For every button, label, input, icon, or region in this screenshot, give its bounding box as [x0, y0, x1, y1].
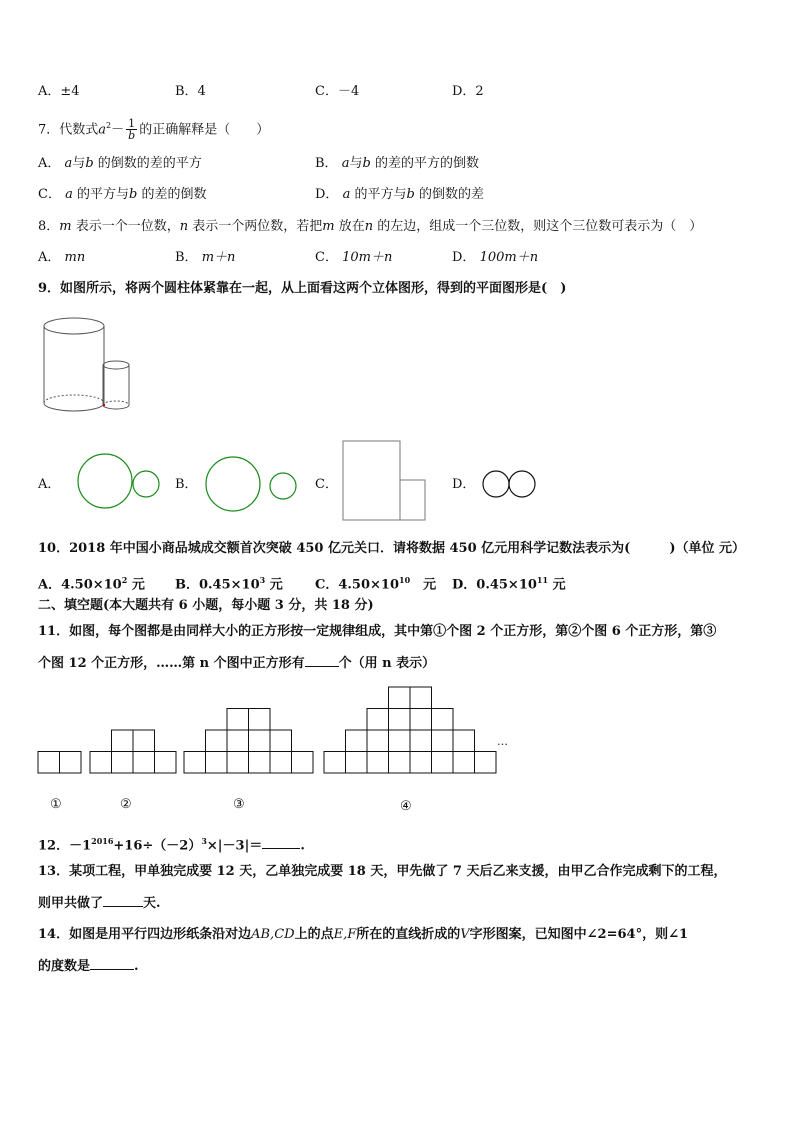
q10-option-b: [175, 571, 283, 594]
q8-option-a: [38, 249, 85, 267]
q7-minus: －: [111, 122, 125, 138]
q7-option-a: [38, 155, 202, 173]
q7-d-v1: a: [342, 187, 351, 202]
large-cylinder-bottom: [44, 403, 104, 411]
contact-point: [103, 404, 105, 406]
q11-line-2: [38, 654, 435, 673]
q7-option-c: [38, 186, 207, 204]
q11-ellipsis: …: [497, 735, 508, 748]
square-fig4: [367, 709, 389, 731]
q8-option-d: [452, 249, 538, 267]
square-fig3: [227, 709, 249, 731]
q12-exp1: 2016: [91, 836, 114, 846]
q8-c-value: 10m＋n: [342, 250, 393, 265]
square-fig4: [367, 730, 389, 752]
square-fig3: [292, 752, 314, 774]
q14-line-2: [38, 957, 139, 976]
q7-frac-den: b: [128, 129, 136, 143]
large-circle: [206, 457, 260, 511]
q7-c-mid: 的平方与: [77, 187, 130, 202]
q6-option-d: D．2: [452, 84, 484, 99]
q10-b-exp: 3: [259, 575, 266, 585]
q11-line2-pre: 个图 12 个正方形，……第 n 个图中正方形有: [38, 656, 305, 671]
square-fig3: [270, 730, 292, 752]
q7-c-v1: a: [65, 187, 73, 202]
square-fig4: [410, 687, 432, 709]
q14-t2: 所在的直线折成的: [356, 927, 461, 942]
q10-c-exp: 10: [399, 575, 411, 585]
q13-answer-blank: [103, 894, 143, 907]
q7-a-v1: a: [64, 156, 73, 171]
left-circle: [483, 471, 509, 497]
q7-a-post: 的倒数的差的平方: [97, 156, 202, 171]
square-fig4: [389, 709, 411, 731]
small-cylinder-bottom-hidden: [103, 401, 129, 405]
q7-b-v1: a: [341, 156, 350, 171]
q10-option-c: [315, 571, 436, 594]
q12-exp2: 3: [201, 836, 207, 846]
square-fig4: [346, 752, 368, 774]
q6-option-c: C．－4: [315, 84, 360, 99]
q6-option-b: B．4: [175, 84, 206, 99]
square-fig3: [227, 752, 249, 774]
q13-line-1: 13．某项工程，甲单独完成要 12 天，乙单独完成要 18 天，甲先做了 7 天后乙来支援，由甲乙合作完成剩下的工程，: [38, 864, 727, 879]
q7-d-mid: 的平方与: [354, 187, 407, 202]
q12-answer-blank: [262, 836, 300, 849]
q14-var-cd: CD: [274, 927, 295, 942]
q14-t3: 字形图案，已知图中∠2=64°，则∠1: [469, 927, 689, 942]
square-fig4: [324, 752, 346, 774]
q14-var-f: F: [347, 927, 357, 942]
square-fig4: [475, 752, 497, 774]
q11-label-1: ①: [50, 797, 62, 812]
q7-var-a: a: [98, 122, 107, 138]
q7-question: [38, 117, 269, 141]
q7-option-b: [315, 155, 479, 173]
square-fig4: [453, 752, 475, 774]
small-rectangle: [400, 480, 425, 520]
q7-prefix: 7．代数式: [38, 122, 99, 138]
q9-option-d-figure: [482, 470, 538, 500]
square-fig4: [432, 752, 454, 774]
q6-option-a: A．±4: [38, 84, 80, 99]
square-fig2: [133, 752, 155, 774]
q7-fraction: [126, 118, 137, 141]
q10-option-d: [452, 571, 566, 594]
square-fig1: [60, 752, 82, 774]
square-fig4: [432, 730, 454, 752]
q8-option-c: [315, 249, 392, 267]
q8-c-pre: C．: [315, 250, 338, 265]
q8-pre: 8．: [38, 219, 60, 234]
square-fig4: [410, 730, 432, 752]
q7-d-post: 的倒数的差: [418, 187, 484, 202]
square-fig2: [112, 752, 134, 774]
q7-a-pre: A．: [38, 156, 61, 171]
square-fig4: [389, 730, 411, 752]
small-circle: [270, 473, 296, 499]
q8-d-pre: D．: [452, 250, 476, 265]
square-fig4: [367, 752, 389, 774]
square-fig4: [346, 730, 368, 752]
q7-b-post: 的差的平方的倒数: [374, 156, 479, 171]
q7-option-d: [315, 186, 484, 204]
q12-post: ×|－3|＝: [206, 838, 263, 854]
square-fig3: [270, 752, 292, 774]
q12-pre: 12．－1: [38, 838, 92, 854]
q10-a-pre: A．4.50×10: [38, 577, 122, 593]
square-fig4: [410, 709, 432, 731]
square-fig3: [249, 730, 271, 752]
q14-var-e: E: [333, 927, 344, 942]
square-fig3: [249, 752, 271, 774]
q8-t2: 表示一个两位数，若把: [192, 219, 323, 234]
square-fig1: [38, 752, 60, 774]
q11-label-3: ③: [233, 797, 245, 812]
q14-var-ab: AB: [251, 927, 271, 942]
q8-v2: n: [179, 219, 189, 234]
small-cylinder-bottom: [103, 405, 129, 409]
q7-frac-num: 1: [126, 118, 137, 130]
square-fig4: [432, 709, 454, 731]
q9-cylinders-figure: [40, 315, 140, 415]
q14-answer-blank: [90, 957, 134, 970]
q7-c-post: 的差的倒数: [141, 187, 207, 202]
q14-line2-pre: 的度数是: [38, 959, 91, 974]
q7-b-v2: b: [362, 156, 371, 171]
q9-option-c-figure: [342, 440, 430, 522]
q8-d-value: 100m＋n: [479, 250, 539, 265]
q10-question: 10．2018 年中国小商品城成交额首次突破 450 亿元关口．请将数据 450 亿元用科学记数法表示为( )（单位 元）: [38, 541, 746, 556]
q8-b-value: m＋n: [201, 250, 236, 265]
q7-suffix: 的正确解释是（ ）: [139, 122, 270, 138]
q8-option-b: [175, 249, 235, 267]
square-fig2: [112, 730, 134, 752]
q7-a-mid: 与: [72, 156, 86, 171]
q11-label-4: ④: [400, 799, 412, 814]
q7-c-pre: C．: [38, 187, 61, 202]
square-fig3: [206, 752, 228, 774]
q8-t3: 放在: [338, 219, 365, 234]
q11-answer-blank: [305, 654, 339, 667]
q14-var-v: V: [460, 927, 470, 942]
q10-option-a: [38, 571, 145, 594]
square-fig4: [389, 752, 411, 774]
q7-d-pre: D．: [315, 187, 339, 202]
q8-t1: 表示一个一位数，: [75, 219, 180, 234]
q14-comma: ,: [270, 927, 275, 942]
q13-line2-post: 天.: [143, 896, 161, 911]
q8-a-pre: A．: [38, 250, 61, 265]
q10-a-exp: 2: [121, 575, 128, 585]
right-circle: [509, 471, 535, 497]
q8-v4: n: [364, 219, 374, 234]
q7-a-v2: b: [85, 156, 94, 171]
q14-t1: 上的点: [294, 927, 334, 942]
q8-v3: m: [322, 219, 335, 234]
q10-d-exp: 11: [536, 575, 549, 585]
q7-b-pre: B．: [315, 156, 338, 171]
large-circle: [78, 454, 132, 508]
q10-d-pre: D．0.45×10: [452, 577, 537, 593]
square-fig2: [133, 730, 155, 752]
q8-question: [38, 218, 702, 236]
large-rectangle: [343, 441, 400, 520]
small-cylinder-top: [103, 361, 129, 369]
q14-comma2: ,: [343, 927, 348, 942]
small-circle: [133, 471, 159, 497]
square-fig3: [227, 730, 249, 752]
q7-exponent: 2: [106, 121, 112, 130]
square-fig3: [206, 730, 228, 752]
square-fig4: [410, 752, 432, 774]
q13-line2-pre: 则甲共做了: [38, 896, 104, 911]
q11-label-2: ②: [120, 797, 132, 812]
square-fig2: [90, 752, 112, 774]
q12-mid: +16÷（－2）: [113, 838, 202, 854]
q10-c-pre: C．4.50×10: [315, 577, 399, 593]
q9-option-d-label: D．: [452, 477, 476, 492]
q9-option-b-label: B．: [175, 477, 198, 492]
q14-pre: 14．如图是用平行四边形纸条沿对边: [38, 927, 252, 942]
q7-b-mid: 与: [349, 156, 363, 171]
q8-t4: 的左边，组成一个三位数，则这个三位数可表示为（ ）: [377, 219, 703, 234]
q9-option-b-figure: [205, 455, 300, 515]
square-fig4: [389, 687, 411, 709]
large-cylinder-bottom-hidden: [44, 395, 104, 403]
q10-b-pre: B．0.45×10: [175, 577, 260, 593]
q11-line-1: 11．如图，每个图都是由同样大小的正方形按一定规律组成，其中第①个图 2 个正方形，第②个图 6 个正方形，第③: [38, 624, 717, 639]
square-fig3: [184, 752, 206, 774]
q10-c-post: 元: [410, 577, 437, 593]
q9-option-c-label: C．: [315, 477, 338, 492]
q12-question: [38, 832, 305, 855]
square-fig2: [155, 752, 177, 774]
q12-end: .: [300, 838, 305, 854]
q10-a-post: 元: [127, 577, 145, 593]
square-fig4: [453, 730, 475, 752]
q9-question: 9．如图所示，将两个圆柱体紧靠在一起，从上面看这两个立体图形，得到的平面图形是( ): [38, 281, 567, 296]
q7-d-v2: b: [406, 187, 415, 202]
section-heading: 二、填空题(本大题共有 6 小题，每小题 3 分，共 18 分): [38, 598, 374, 613]
q8-a-value: mn: [64, 250, 86, 265]
q13-line-2: [38, 894, 161, 913]
q8-b-pre: B．: [175, 250, 198, 265]
q10-b-post: 元: [265, 577, 283, 593]
large-cylinder-top: [44, 318, 104, 334]
q9-option-a-figure: [78, 452, 163, 512]
q8-v1: m: [59, 219, 72, 234]
q14-line2-post: .: [134, 959, 139, 974]
q10-d-post: 元: [548, 577, 566, 593]
q9-option-a-label: A．: [38, 477, 61, 492]
q14-line-1: [38, 926, 688, 944]
q7-c-v2: b: [129, 187, 138, 202]
q11-line2-post: 个（用 n 表示）: [338, 656, 436, 671]
square-fig3: [249, 709, 271, 731]
q11-squares-figure: [38, 687, 508, 775]
